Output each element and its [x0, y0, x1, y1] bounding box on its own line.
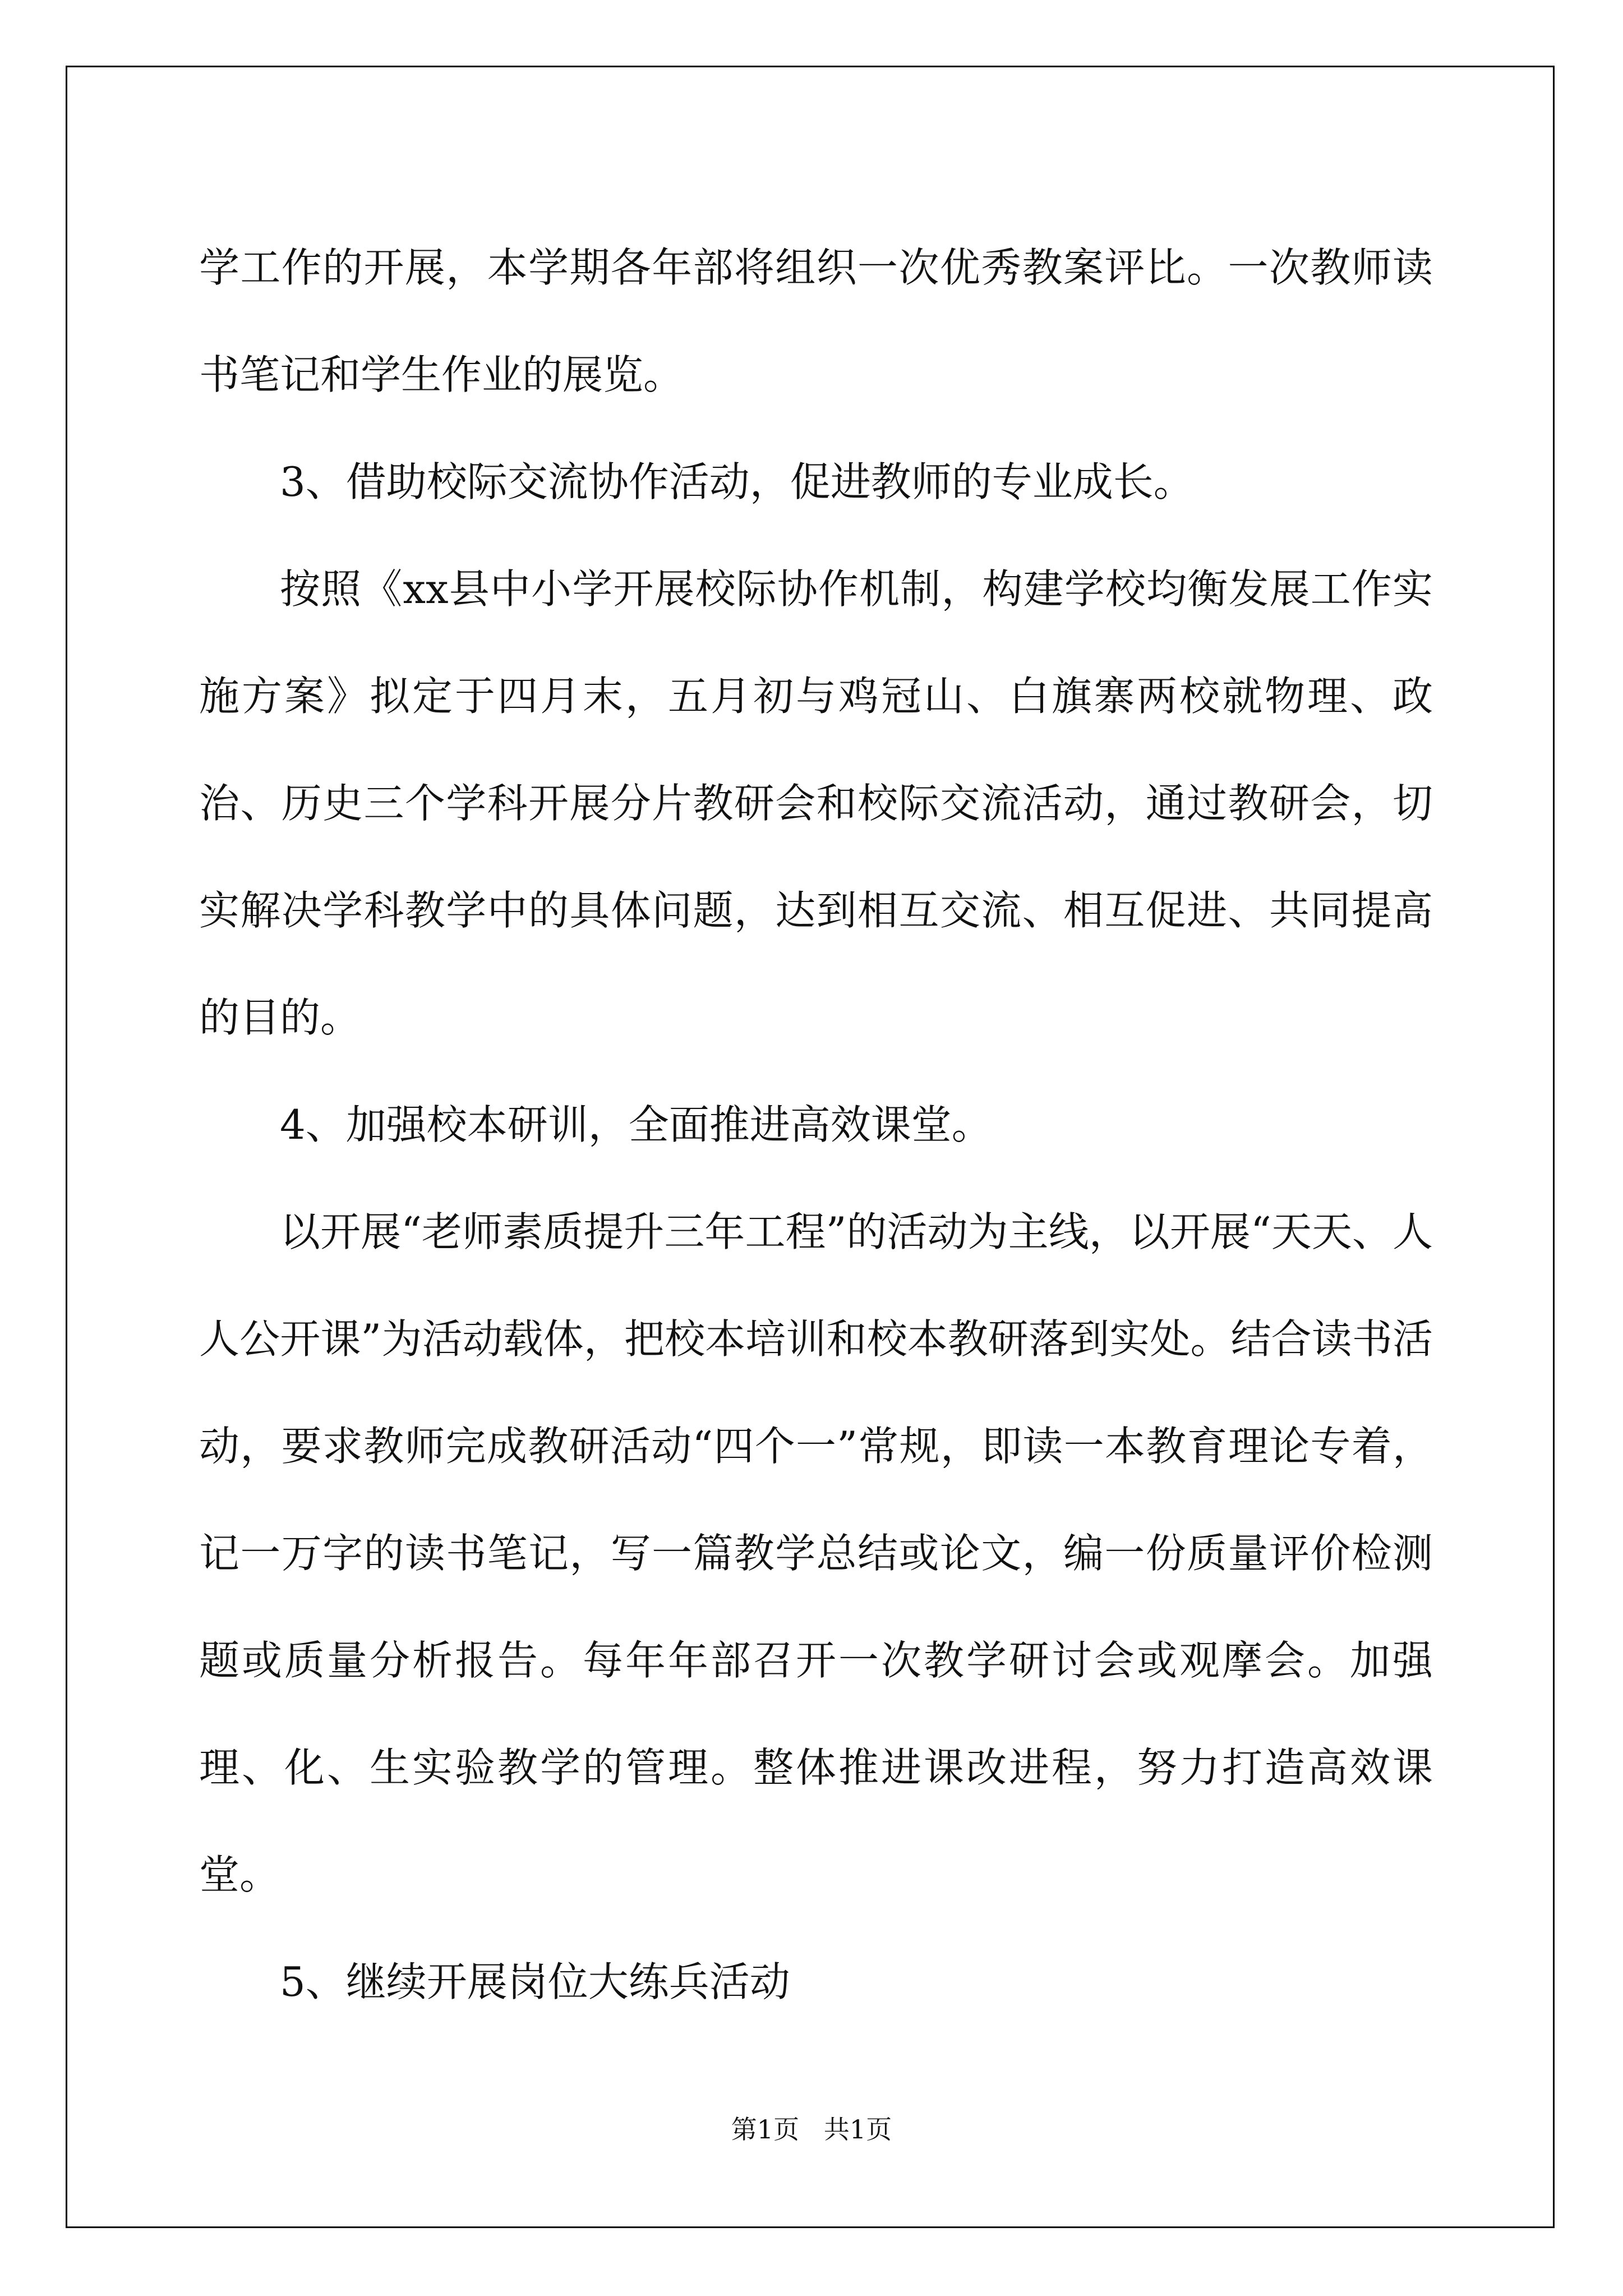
paragraph-continuation: 学工作的开展，本学期各年部将组织一次优秀教案评比。一次教师读书笔记和学生作业的展览。: [199, 244, 1433, 398]
heading-item-5: 5、继续开展岗位大练兵活动: [280, 1958, 790, 2005]
heading-item-3: 3、借助校际交流协作活动，促进教师的专业成长。: [280, 458, 1194, 505]
paragraph-exchange-plan: 按照《xx县中小学开展校际协作机制，构建学校均衡发展工作实施方案》拟定于四月末，五月初与鸡冠山、白旗寨两校就物理、政治、历史三个学科开展分片教研会和校际交流活动，通过教研会，切实解决学科教学中的具体问题，达到相互交流、相互促进、共同提高的目的。: [199, 565, 1433, 1041]
paragraph-school-training: 以开展“老师素质提升三年工程”的活动为主线，以开展“天天、人人公开课”为活动载体，把校本培训和校本教研落到实处。结合读书活动，要求教师完成教研活动“四个一”常规，即读一本教育理论专着，记一万字的读书笔记，写一篇教学总结或论文，编一份质量评价检测题或质量分析报告。每年年部召开一次教学研讨会或观摩会。加强理、化、生实验教学的管理。整体推进课改进程，努力打造高效课堂。: [199, 1208, 1433, 1898]
page-footer: 第1页 共1页: [731, 2114, 892, 2145]
heading-item-4: 4、加强校本研训，全面推进高效课堂。: [280, 1101, 992, 1148]
document-body: [199, 214, 1433, 2036]
